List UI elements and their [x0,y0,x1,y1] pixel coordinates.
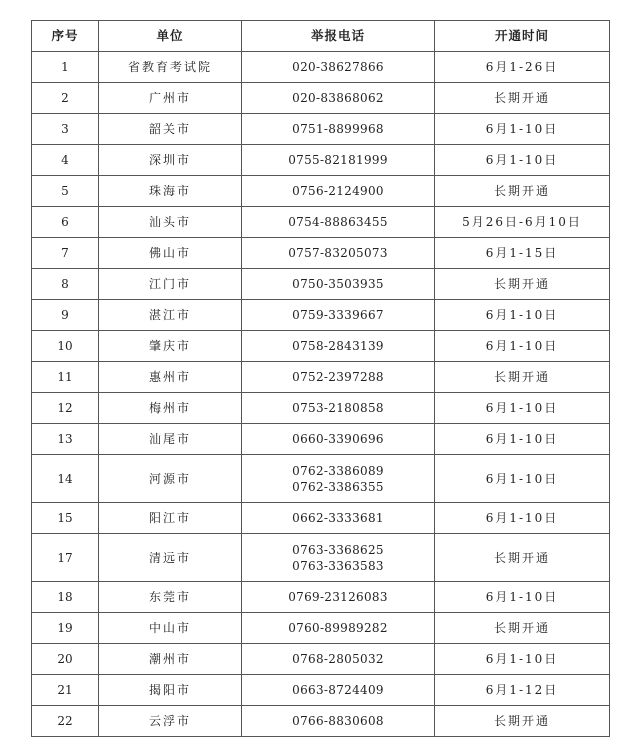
row-number: 12 [32,393,99,424]
open-time: 6月1-10日 [435,424,610,455]
open-time: 6月1-10日 [435,503,610,534]
table-row [32,52,610,83]
unit-name: 阳江市 [99,503,242,534]
phone-number: 0663-8724409 [292,683,384,697]
unit-name: 珠海市 [99,176,242,207]
unit-name: 中山市 [99,613,242,644]
unit-name: 河源市 [99,455,242,503]
table-row [32,145,610,176]
phone-cell [242,644,435,675]
open-time: 6月1-10日 [435,331,610,362]
phone-cell [242,52,435,83]
phone-number: 0768-2805032 [292,652,384,666]
table-row [32,424,610,455]
row-number: 14 [32,455,99,503]
header-time: 开通时间 [435,21,610,52]
phone-cell [242,300,435,331]
open-time: 6月1-10日 [435,644,610,675]
phone-cell [242,455,435,503]
table-row [32,393,610,424]
open-time: 5月26日-6月10日 [435,207,610,238]
row-number: 10 [32,331,99,362]
phone-cell [242,503,435,534]
row-number: 1 [32,52,99,83]
row-number: 20 [32,644,99,675]
unit-name: 肇庆市 [99,331,242,362]
phone-cell [242,269,435,300]
unit-name: 梅州市 [99,393,242,424]
row-number: 11 [32,362,99,393]
phone-number: 0763-3363583 [292,558,384,573]
phone-number: 0752-2397288 [292,370,384,384]
open-time: 长期开通 [435,362,610,393]
open-time: 6月1-10日 [435,393,610,424]
phone-number: 0758-2843139 [292,339,384,353]
row-number: 18 [32,582,99,613]
phone-cell [242,613,435,644]
open-time: 6月1-26日 [435,52,610,83]
header-phone: 举报电话 [242,21,435,52]
phone-number: 0755-82181999 [288,153,388,167]
table-row [32,300,610,331]
phone-number: 0660-3390696 [292,432,384,446]
table-row [32,503,610,534]
unit-name: 江门市 [99,269,242,300]
table-row [32,613,610,644]
phone-number: 0760-89989282 [288,621,388,635]
table-row [32,362,610,393]
unit-name: 潮州市 [99,644,242,675]
phone-cell [242,534,435,582]
hotline-table [31,20,610,737]
table-row [32,83,610,114]
row-number: 15 [32,503,99,534]
unit-name: 韶关市 [99,114,242,145]
table-row [32,207,610,238]
unit-name: 云浮市 [99,706,242,737]
row-number: 4 [32,145,99,176]
unit-name: 佛山市 [99,238,242,269]
phone-cell [242,114,435,145]
phone-cell [242,424,435,455]
row-number: 21 [32,675,99,706]
phone-cell [242,176,435,207]
header-unit: 单位 [99,21,242,52]
row-number: 5 [32,176,99,207]
phone-cell [242,706,435,737]
phone-number: 020-38627866 [292,60,384,74]
open-time: 6月1-10日 [435,582,610,613]
table-body [32,52,610,737]
phone-cell [242,331,435,362]
row-number: 7 [32,238,99,269]
open-time: 长期开通 [435,534,610,582]
phone-cell [242,238,435,269]
open-time: 6月1-10日 [435,145,610,176]
row-number: 3 [32,114,99,145]
phone-cell [242,675,435,706]
header-no: 序号 [32,21,99,52]
row-number: 2 [32,83,99,114]
table-row [32,114,610,145]
table-row [32,176,610,207]
table-row [32,331,610,362]
table-row [32,582,610,613]
phone-number: 0753-2180858 [292,401,384,415]
phone-number: 0763-3368625 [292,542,384,557]
unit-name: 汕头市 [99,207,242,238]
open-time: 长期开通 [435,83,610,114]
table-row [32,455,610,503]
phone-cell [242,145,435,176]
phone-number: 0662-3333681 [292,511,384,525]
phone-cell [242,207,435,238]
row-number: 17 [32,534,99,582]
table-row [32,238,610,269]
unit-name: 广州市 [99,83,242,114]
open-time: 长期开通 [435,706,610,737]
open-time: 6月1-10日 [435,114,610,145]
unit-name: 惠州市 [99,362,242,393]
phone-number: 0762-3386355 [292,479,384,494]
unit-name: 深圳市 [99,145,242,176]
phone-number: 0769-23126083 [288,590,388,604]
table-row [32,534,610,582]
open-time: 6月1-15日 [435,238,610,269]
open-time: 长期开通 [435,613,610,644]
phone-cell [242,582,435,613]
open-time: 6月1-10日 [435,455,610,503]
phone-number: 0750-3503935 [292,277,384,291]
phone-cell [242,362,435,393]
unit-name: 湛江市 [99,300,242,331]
open-time: 6月1-12日 [435,675,610,706]
phone-cell [242,83,435,114]
phone-number: 0754-88863455 [288,215,388,229]
phone-number: 0757-83205073 [288,246,388,260]
unit-name: 揭阳市 [99,675,242,706]
open-time: 长期开通 [435,176,610,207]
phone-number: 0759-3339667 [292,308,384,322]
phone-number: 020-83868062 [292,91,384,105]
table-row [32,644,610,675]
unit-name: 东莞市 [99,582,242,613]
unit-name: 清远市 [99,534,242,582]
row-number: 9 [32,300,99,331]
row-number: 22 [32,706,99,737]
phone-number: 0762-3386089 [292,463,384,478]
open-time: 6月1-10日 [435,300,610,331]
unit-name: 汕尾市 [99,424,242,455]
phone-number: 0766-8830608 [292,714,384,728]
table-row [32,706,610,737]
unit-name: 省教育考试院 [99,52,242,83]
table-row [32,269,610,300]
phone-number: 0751-8899968 [292,122,384,136]
open-time: 长期开通 [435,269,610,300]
row-number: 13 [32,424,99,455]
row-number: 6 [32,207,99,238]
phone-number: 0756-2124900 [292,184,384,198]
phone-cell [242,393,435,424]
header-row [32,21,610,52]
table-row [32,675,610,706]
row-number: 8 [32,269,99,300]
row-number: 19 [32,613,99,644]
